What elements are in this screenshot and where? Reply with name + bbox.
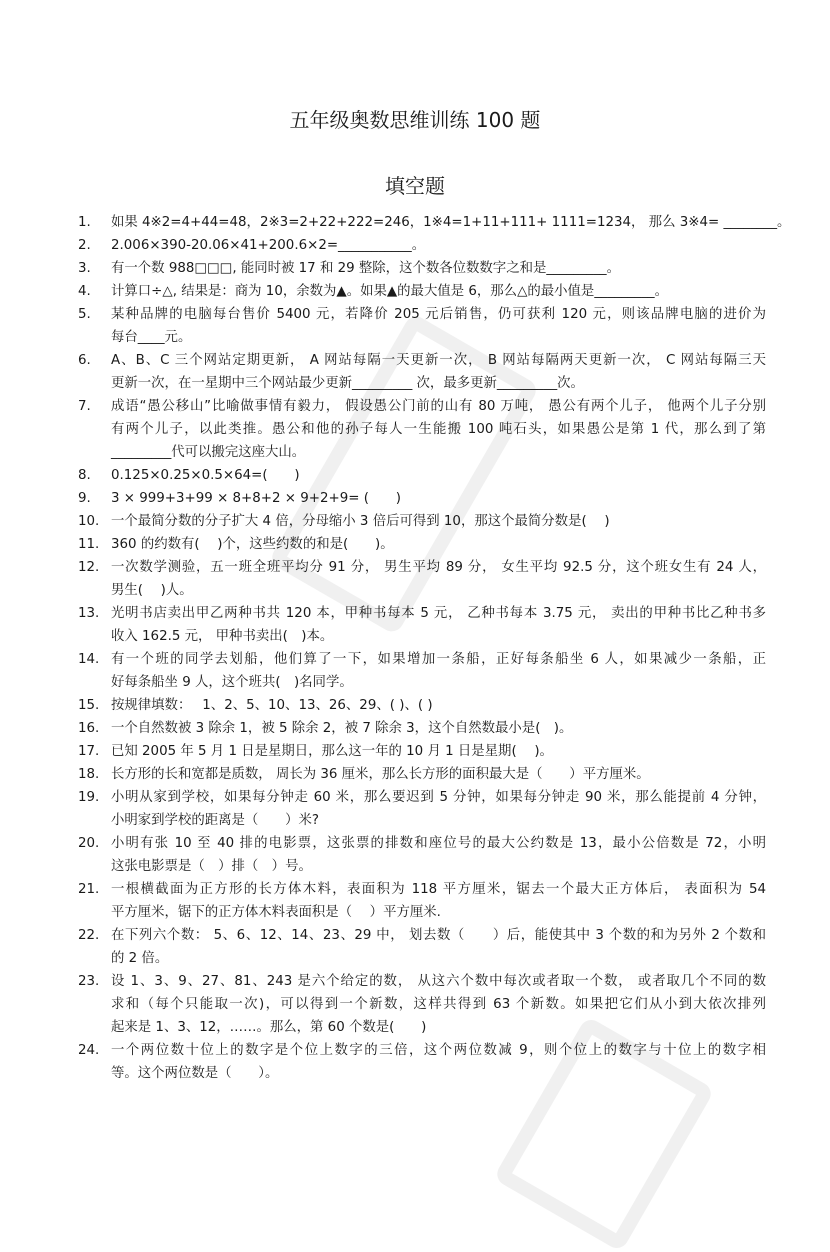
question-line: 2.006×390-20.06×41+200.6×2=___________。 — [111, 238, 426, 253]
question-number: 5. — [78, 307, 91, 322]
question-line: 更新一次，在一星期中三个网站最少更新_________ 次，最多更新_________次。 — [111, 376, 584, 391]
question-item — [78, 832, 766, 878]
question-item — [78, 1039, 766, 1085]
question-number: 1. — [78, 215, 91, 230]
question-item — [78, 740, 766, 763]
question-number: 21. — [78, 882, 100, 897]
question-number: 16. — [78, 721, 100, 736]
question-line: 一个两位数十位上的数字是个位上数字的三倍，这个两位数减 9，则个位上的数字与十位上的数字相 — [111, 1043, 766, 1058]
question-text — [111, 924, 766, 970]
question-text — [111, 740, 766, 763]
question-text — [111, 303, 766, 349]
question-text — [111, 763, 766, 786]
page-title: 五年级奥数思维训练 100 题 — [289, 108, 541, 132]
question-item — [78, 556, 766, 602]
question-line: 如果 4※2=4+44=48，2※3=2+22+222=246，1※4=1+11+111+ 1111=1234， 那么 3※4= ________。 — [111, 215, 791, 230]
question-line: 一根横截面为正方形的长方体木料，表面积为 118 平方厘米，锯去一个最大正方体后， 表面积为 54 — [111, 882, 766, 897]
question-number: 11. — [78, 537, 100, 552]
question-number: 6. — [78, 353, 91, 368]
question-text — [111, 510, 766, 533]
question-line: 小明家到学校的距离是（ ）米? — [111, 813, 319, 828]
question-line: 设 1、3、9、27、81、243 是六个给定的数， 从这六个数中每次或者取一个数， 或者取几个不同的数 — [111, 974, 766, 989]
question-item — [78, 533, 766, 556]
question-item — [78, 786, 766, 832]
question-number: 15. — [78, 698, 100, 713]
question-number: 9. — [78, 491, 91, 506]
question-line: 有一个班的同学去划船，他们算了一下，如果增加一条船，正好每条船坐 6 人，如果减少一条船，正 — [111, 652, 766, 667]
question-line: 某种品牌的电脑每台售价 5400 元，若降价 205 元后销售，仍可获利 120 元，则该品牌电脑的进价为 — [111, 307, 766, 322]
question-number: 8. — [78, 468, 91, 483]
question-number: 3. — [78, 261, 91, 276]
question-line: 360 的约数有( )个，这些约数的和是( )。 — [111, 537, 394, 552]
question-text — [111, 211, 790, 234]
question-line: 光明书店卖出甲乙两种书共 120 本，甲种书每本 5 元， 乙种书每本 3.75 元， 卖出的甲种书比乙种书多 — [111, 606, 766, 621]
question-line: 小明有张 10 至 40 排的电影票，这张票的排数和座位号的最大公约数是 13，最小公倍数是 72，小明 — [111, 836, 766, 851]
question-number: 2. — [78, 238, 91, 253]
question-item — [78, 694, 766, 717]
question-line: 在下列六个数： 5、6、12、14、23、29 中， 划去数（ ）后，能使其中 3 个数的和为另外 2 个数和 — [111, 928, 766, 943]
question-item — [78, 717, 766, 740]
question-line: 计算口÷△, 结果是：商为 10，余数为▲。如果▲的最大值是 6，那么△的最小值是_________。 — [111, 284, 668, 299]
question-text — [111, 533, 766, 556]
question-text — [111, 694, 766, 717]
question-line: 好每条船坐 9 人，这个班共( )名同学。 — [111, 675, 353, 690]
question-item — [78, 602, 766, 648]
question-number: 7. — [78, 399, 91, 414]
question-number: 18. — [78, 767, 100, 782]
question-number: 19. — [78, 790, 100, 805]
question-item — [78, 878, 766, 924]
question-line: 收入 162.5 元， 甲种书卖出( )本。 — [111, 629, 334, 644]
question-item — [78, 395, 766, 464]
question-text — [111, 234, 766, 257]
question-text — [111, 487, 766, 510]
question-item — [78, 487, 766, 510]
question-text — [111, 832, 766, 878]
question-number: 20. — [78, 836, 100, 851]
question-item — [78, 234, 766, 257]
question-text — [111, 878, 766, 924]
question-line: 按规律填数： 1、2、5、10、13、26、29、( )、( ) — [111, 698, 433, 713]
question-text — [111, 1039, 766, 1085]
question-item — [78, 924, 766, 970]
question-line: 起来是 1、3、12，……。那么，第 60 个数是( ) — [111, 1020, 427, 1035]
question-item — [78, 303, 766, 349]
question-number: 14. — [78, 652, 100, 667]
question-number: 4. — [78, 284, 91, 299]
question-line: 已知 2005 年 5 月 1 日是星期日，那么这一年的 10 月 1 日是星期( )。 — [111, 744, 553, 759]
question-item — [78, 648, 766, 694]
question-text — [111, 648, 766, 694]
question-number: 23. — [78, 974, 100, 989]
question-text — [111, 717, 766, 740]
question-number: 24. — [78, 1043, 100, 1058]
question-line: 等。这个两位数是（ ）。 — [111, 1066, 279, 1081]
question-line: 一个自然数被 3 除余 1，被 5 除余 2，被 7 除余 3，这个自然数最小是( )。 — [111, 721, 573, 736]
question-line: _________代可以搬完这座大山。 — [111, 445, 306, 460]
question-line: 一次数学测验，五一班全班平均分 91 分， 男生平均 89 分， 女生平均 92.5 分，这个班女生有 24 人， — [111, 560, 766, 575]
question-item — [78, 970, 766, 1039]
question-text — [111, 257, 766, 280]
question-number: 10. — [78, 514, 100, 529]
question-line: 一个最简分数的分子扩大 4 倍，分母缩小 3 倍后可得到 10，那这个最简分数是( ) — [111, 514, 610, 529]
question-line: 小明从家到学校，如果每分钟走 60 米，那么要迟到 5 分钟，如果每分钟走 90 米，那么能提前 4 分钟， — [111, 790, 766, 805]
question-text — [111, 786, 766, 832]
question-item — [78, 280, 766, 303]
question-number: 22. — [78, 928, 100, 943]
question-line: 平方厘米，锯下的正方体木料表面积是（ ）平方厘米. — [111, 905, 441, 920]
question-line: 求和（每个只能取一次)，可以得到一个新数，这样共得到 63 个新数。如果把它们从小到大依次排列 — [111, 997, 766, 1012]
question-line: 长方形的长和宽都是质数， 周长为 36 厘米，那么长方形的面积最大是（ ）平方厘米。 — [111, 767, 650, 782]
question-text — [111, 602, 766, 648]
question-text — [111, 395, 766, 464]
question-number: 13. — [78, 606, 100, 621]
question-text — [111, 464, 766, 487]
question-item — [78, 464, 766, 487]
question-text — [111, 970, 766, 1039]
question-item — [78, 211, 791, 234]
question-number: 12. — [78, 560, 100, 575]
question-text — [111, 556, 766, 602]
question-number: 17. — [78, 744, 100, 759]
question-line: 有一个数 988□□□, 能同时被 17 和 29 整除，这个数各位数数字之和是_________。 — [111, 261, 621, 276]
question-line: 成语“愚公移山”比喻做事情有毅力， 假设愚公门前的山有 80 万吨， 愚公有两个儿子， 他两个儿子分别 — [111, 399, 766, 414]
section-title: 填空题 — [385, 174, 445, 198]
question-line: A、B、C 三个网站定期更新， A 网站每隔一天更新一次， B 网站每隔两天更新一次， C 网站每隔三天 — [111, 353, 766, 368]
question-line: 男生( )人。 — [111, 583, 193, 598]
question-text — [111, 280, 766, 303]
question-line: 每台____元。 — [111, 330, 192, 345]
question-item — [78, 257, 766, 280]
question-line: 0.125×0.25×0.5×64=( ) — [111, 468, 300, 483]
question-line: 有两个儿子，以此类推。愚公和他的孙子每人一生能搬 100 吨石头，如果愚公是第 1 代，那么到了第 — [111, 422, 766, 437]
question-line: 3 × 999+3+99 × 8+8+2 × 9+2+9= ( ) — [111, 491, 401, 506]
question-list — [78, 211, 791, 1085]
question-text — [111, 349, 766, 395]
question-line: 这张电影票是（ ）排（ ）号。 — [111, 859, 312, 874]
question-line: 的 2 倍。 — [111, 951, 169, 966]
question-item — [78, 763, 766, 786]
question-item — [78, 349, 766, 395]
question-item — [78, 510, 766, 533]
